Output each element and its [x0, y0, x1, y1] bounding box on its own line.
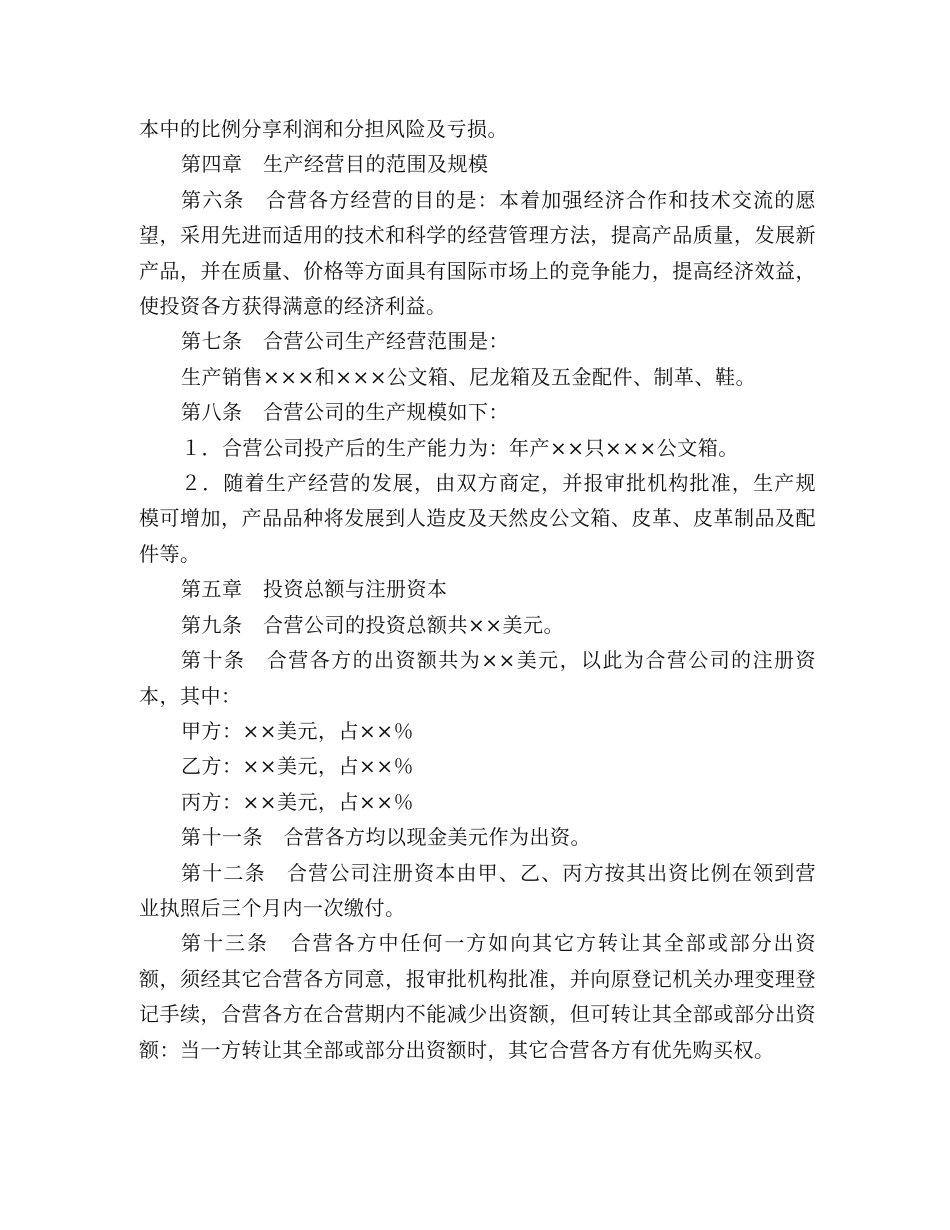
article-12: 第十二条 合营公司注册资本由甲、乙、丙方按其出资比例在领到营业执照后三个月内一次缴付。 [139, 860, 816, 920]
article-9: 第九条 合营公司的投资总额共××美元。 [181, 612, 565, 637]
article-7: 第七条 合营公司生产经营范围是： [181, 329, 509, 354]
article-10: 第十条 合营各方的出资额共为××美元，以此为合营公司的注册资本，其中： [139, 648, 816, 708]
article-8-item-2: ２．随着生产经营的发展，由双方商定，并报审批机构批准，生产规模可增加，产品品种将发展到人造皮及天然皮公文箱、皮革、皮革制品及配件等。 [139, 471, 816, 566]
document-body [139, 112, 816, 1068]
article-11: 第十一条 合营各方均以现金美元作为出资。 [181, 825, 591, 850]
party-c-contribution: 丙方：××美元，占××％ [181, 789, 415, 814]
article-8: 第八条 合营公司的生产规模如下： [181, 400, 509, 425]
business-scope: 生产销售×××和×××公文箱、尼龙箱及五金配件、制革、鞋。 [181, 364, 757, 389]
paragraph-continuation: 本中的比例分享利润和分担风险及亏损。 [139, 117, 508, 141]
party-a-contribution: 甲方：××美元，占××％ [181, 718, 415, 743]
article-13: 第十三条 合营各方中任何一方如向其它方转让其全部或部分出资额，须经其它合营各方同意，报审批机构批准，并向原登记机关办理变理登记手续，合营各方在合营期内不能减少出资额，但可转让其全部或部分出资额：当一方转让其全部或部分出资额时，其它合营各方有优先购买权。 [139, 931, 816, 1062]
chapter-heading-4: 第四章 生产经营目的范围及规模 [181, 152, 489, 177]
article-8-item-1: １．合营公司投产后的生产能力为：年产××只×××公文箱。 [181, 435, 739, 460]
article-6: 第六条 合营各方经营的目的是：本着加强经济合作和技术交流的愿望，采用先进而适用的技术和科学的经营管理方法，提高产品质量，发展新产品，并在质量、价格等方面具有国际市场上的竞争能力，提高经济效益，使投资各方获得满意的经济利益。 [139, 187, 816, 319]
party-b-contribution: 乙方：××美元，占××％ [181, 754, 415, 779]
chapter-heading-5: 第五章 投资总额与注册资本 [181, 577, 448, 602]
